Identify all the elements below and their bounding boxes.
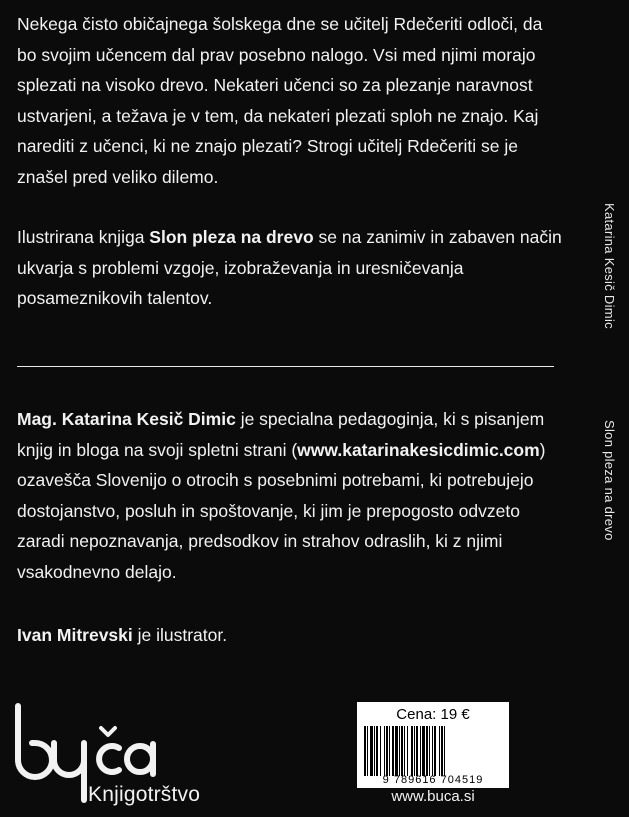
book-description-paragraph (17, 222, 562, 314)
barcode-stripe (434, 726, 436, 776)
barcode-stripe (416, 726, 418, 776)
barcode-stripe (395, 726, 398, 776)
barcode-stripe (389, 726, 390, 776)
barcode-stripe (441, 726, 443, 776)
publisher-website: www.buca.si (391, 788, 475, 805)
synopsis-paragraph: Nekega čisto običajnega šolskega dne se učitelj Rdečeriti odloči, da bo svojim učencem dal prav posebno nalogo. Vsi med njimi morajo splezati na visoko drevo. Nekateri učenci so za plezanje naravnost ustvarjeni, a težava je v tem, da nekateri plezati sploh ne znajo. Kaj narediti z učenci, ki ne znajo plezati? Strogi učitelj Rdečeriti se je znašel pred veliko dilemo. (17, 14, 543, 187)
barcode-stripe (404, 726, 405, 776)
isbn-number: 9 789616 704519 (382, 774, 484, 786)
description-rest: se na zanimiv in zabaven način ukvarja s problemi vzgoje, izobraževanja in uresničevanja posameznikovih talentov. (17, 227, 562, 308)
barcode-stripe (367, 726, 368, 776)
publisher-subtitle: Knjigotrštvo (88, 783, 201, 806)
spine-title: Slon pleza na drevo (602, 420, 617, 541)
barcode-stripe (399, 726, 400, 776)
author-bio-paragraph (17, 404, 562, 587)
barcode-stripe (420, 726, 421, 776)
barcode-stripe (374, 726, 375, 776)
spine-author: Katarina Kesič Dimic (602, 203, 617, 329)
barcode-stripe (422, 726, 425, 776)
illustrator-text: je ilustrator. (132, 625, 228, 645)
barcode-stripe (414, 726, 415, 776)
barcode-stripe (384, 726, 385, 776)
barcode-stripe (386, 726, 388, 776)
barcode-stripe (392, 726, 394, 776)
divider-line (17, 366, 554, 367)
barcode-stripe (380, 726, 381, 776)
barcode-stripe (432, 726, 433, 776)
barcode-stripe (376, 726, 378, 776)
barcode-stripe (411, 726, 413, 776)
barcode-panel (357, 702, 509, 788)
barcode-stripe (407, 726, 408, 776)
author-bio-text-2: ) ozavešča Slovenijo o otrocih s posebnimi potrebami, ki potrebujejo dostojanstvo, posluh in spoštovanje, ki jim je prepogosto odvzeto zaradi nepoznavanja, predsodkov in strahov odraslih, ki z njimi vsakodnevno delajo. (17, 439, 546, 582)
barcode-stripe (426, 726, 428, 776)
barcode-stripe (364, 726, 366, 776)
barcode-stripe (401, 726, 403, 776)
barcode-stripe (429, 726, 430, 776)
author-website: www.katarinakesicdimic.com (297, 439, 540, 460)
barcode-stripe (439, 726, 440, 776)
illustrator-paragraph (17, 620, 562, 651)
author-name: Mag. Katarina Kesič Dimic (17, 409, 236, 429)
description-intro: Ilustrirana knjiga (17, 227, 150, 247)
illustrator-name: Ivan Mitrevski (17, 625, 133, 645)
price-label: Cena: 19 € (396, 706, 470, 723)
barcode-stripe (370, 726, 373, 776)
barcode-stripe (444, 726, 445, 776)
barcode-bars (364, 726, 502, 776)
author-bio-text-1: je specialna pedagoginja, ki s pisanjem knjig in bloga na svoji spletni strani ( (17, 409, 545, 460)
book-title: Slon pleza na drevo (149, 227, 314, 247)
